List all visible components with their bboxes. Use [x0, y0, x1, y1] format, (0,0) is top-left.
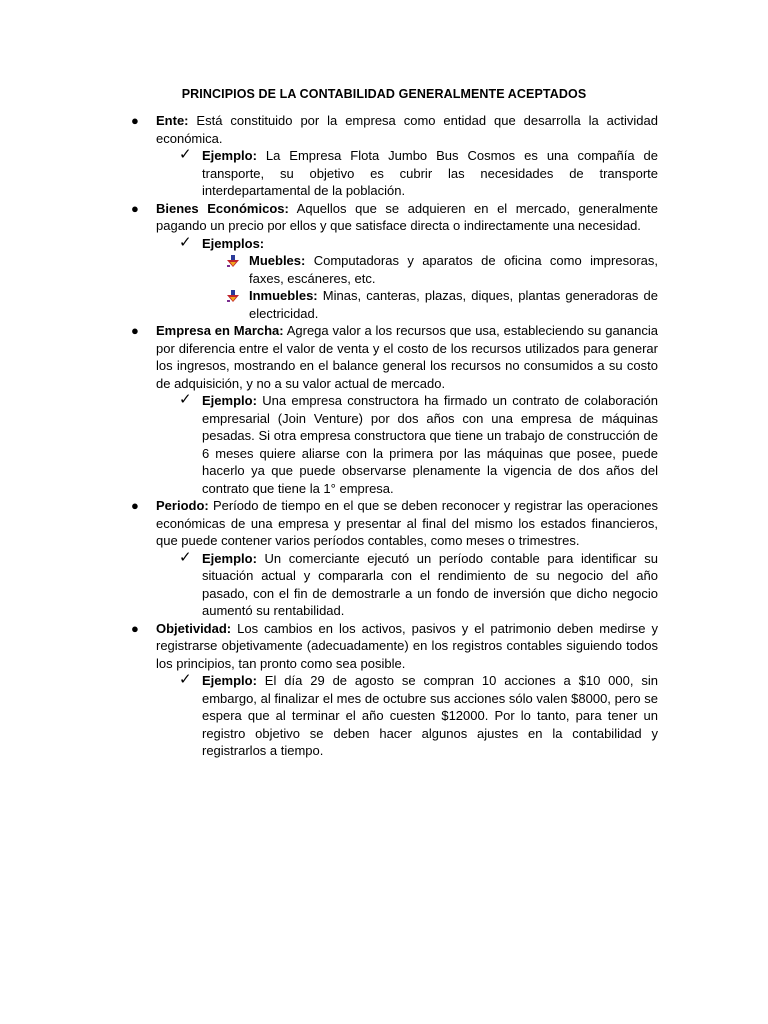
sub-example-text: Minas, canteras, plazas, diques, plantas generadoras de electricidad.: [249, 288, 658, 321]
principle-bienes-economicos: [131, 200, 658, 235]
sub-example-muebles: [249, 252, 658, 287]
principle-text: Está constituido por la empresa como entidad que desarrolla la actividad económica.: [156, 113, 658, 146]
principle-empresa-en-marcha: [131, 322, 658, 392]
principle-term: Periodo:: [156, 498, 209, 513]
check-mark-icon: ✓: [179, 146, 192, 163]
sub-example-label: Muebles:: [249, 253, 306, 268]
bullet-icon: ●: [131, 323, 139, 338]
bullet-icon: ●: [131, 498, 139, 513]
example-text: Una empresa constructora ha firmado un contrato de colaboración empresarial (Join Venture) por dos años con una empresa de máquinas pesadas. Si otra empresa constructora que tiene un trabajo de construcción de 6 meses quiere aliarse con la primera por las máquinas que posee, puede hacerlo ya que puede observarse plenamente la vigencia de dos años del contrato que tiene la 1° empresa.: [202, 393, 658, 496]
example-periodo: [179, 548, 658, 620]
example-label: Ejemplo:: [202, 148, 257, 163]
example-label: Ejemplo:: [202, 393, 257, 408]
principle-periodo: [131, 497, 658, 550]
example-text: La Empresa Flota Jumbo Bus Cosmos es una compañía de transporte, su objetivo es cubrir las necesidades de transporte interdepartamental de la población.: [202, 148, 658, 198]
example-ente: [179, 146, 658, 200]
example-label: Ejemplo:: [202, 673, 257, 688]
example-text: Un comerciante ejecutó un período contable para identificar su situación actual y compararla con el rendimiento de su negocio del año pasado, con el fin de demostrarle a un fondo de inversión que dicho negocio aumentó su rentabilidad.: [202, 550, 658, 618]
example-label: Ejemplos:: [202, 235, 265, 251]
sub-example-label: Inmuebles:: [249, 288, 318, 303]
example-empresa-en-marcha: [179, 391, 658, 497]
principle-term: Objetividad:: [156, 620, 232, 636]
principle-text: Los cambios en los activos, pasivos y el patrimonio deben medirse y registrarse objetivamente (adecuadamente) en los registros contables siguiendo todos los principios, tan pronto como sea posible.: [156, 620, 658, 671]
principle-text: Aquellos que se adquieren en el mercado, generalmente pagando un precio por ellos y que satisface directa o indirectamente una necesidad.: [156, 200, 658, 233]
bullet-icon: ●: [131, 113, 139, 128]
principle-term: Empresa en Marcha:: [156, 323, 284, 338]
document-body: [131, 112, 658, 760]
multicolor-down-arrow-icon: [227, 255, 239, 267]
principle-text: Período de tiempo en el que se deben reconocer y registrar las operaciones económicas de una empresa y presentar al final del mismo los estados financieros, que puede contener varios períodos contables, como meses o trimestres.: [156, 498, 658, 548]
check-mark-icon: ✓: [179, 233, 192, 251]
sub-example-text: Computadoras y aparatos de oficina como impresoras, faxes, escáneres, etc.: [249, 253, 658, 286]
sub-example-inmuebles: [249, 287, 658, 322]
check-mark-icon: ✓: [179, 391, 192, 408]
principle-term: Bienes Económicos:: [156, 200, 289, 216]
example-text: El día 29 de agosto se compran 10 acciones a $10 000, sin embargo, al finalizar el mes de octubre sus acciones sólo valen $8000, pero se espera que al terminar el año cuesten $12000. Por lo tanto, para tener un registro objetivo se deben hacer algunos ajustes en la contabilidad y registrarlos a tiempo.: [202, 673, 658, 758]
document-title: PRINCIPIOS DE LA CONTABILIDAD GENERALMENTE ACEPTADOS: [181, 87, 587, 101]
multicolor-down-arrow-icon: [227, 290, 239, 302]
principle-objetividad: [131, 620, 658, 673]
example-bienes-economicos: [179, 233, 658, 253]
principle-text: Agrega valor a los recursos que usa, estableciendo su ganancia por diferencia entre el valor de venta y el costo de los recursos utilizados para generar los ingresos, mostrando en el balance general los recursos no consumidos a su costo de adquisición, y no a su valor actual de mercado.: [156, 323, 658, 391]
bullet-icon: ●: [131, 200, 139, 216]
example-objetividad: [179, 671, 658, 760]
principle-ente: [131, 112, 658, 147]
check-mark-icon: ✓: [179, 548, 192, 566]
principle-term: Ente:: [156, 113, 189, 128]
example-label: Ejemplo:: [202, 550, 257, 566]
bullet-icon: ●: [131, 620, 139, 636]
check-mark-icon: ✓: [179, 671, 192, 688]
